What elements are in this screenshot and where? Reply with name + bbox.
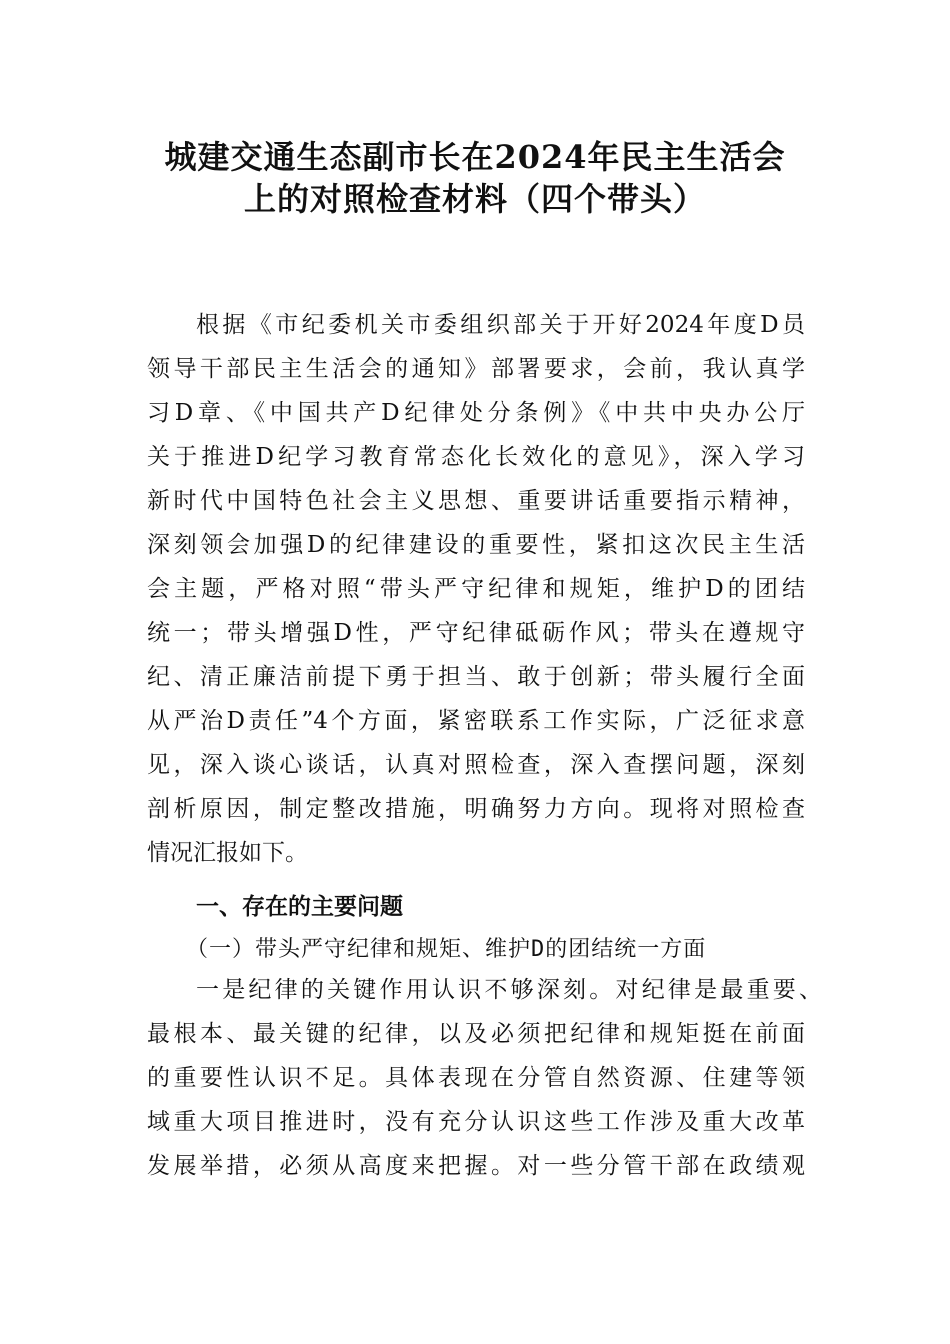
text-line: 统一；带头增强D性，严守纪律砥砺作风；带头在遵规守 [147,620,805,646]
text-line: 领导干部民主生活会的通知》部署要求，会前，我认真学 [147,356,805,382]
text-line: 习D章、《中国共产D纪律处分条例》《中共中央办公厅 [147,400,805,426]
title-line-1: 城建交通生态副市长在2024年民主生活会 [164,138,786,176]
text-line: 从严治D责任”4个方面，紧密联系工作实际，广泛征求意 [147,708,805,734]
text-line: 情况汇报如下。 [147,840,308,866]
text-line: 发展举措，必须从高度来把握。对一些分管干部在政绩观 [147,1153,805,1179]
section-heading: 一、存在的主要问题 [196,894,403,920]
subsection-heading: （一）带头严守纪律和规矩、维护D的团结统一方面 [186,937,707,962]
text-line: 纪、清正廉洁前提下勇于担当、敢于创新；带头履行全面 [147,664,805,690]
text-line: 会主题，严格对照“带头严守纪律和规矩，维护D的团结 [147,576,805,602]
text-line: 深刻领会加强D的纪律建设的重要性，紧扣这次民主生活 [147,532,805,558]
text-line: 见，深入谈心谈话，认真对照检查，深入查摆问题，深刻 [147,752,805,778]
text-line: 剖析原因，制定整改措施，明确努力方向。现将对照检查 [147,796,805,822]
text-line: 关于推进D纪学习教育常态化长效化的意见》，深入学习 [147,444,805,470]
text-line: 最根本、最关键的纪律，以及必须把纪律和规矩挺在前面 [147,1021,805,1047]
text-line: 根据《市纪委机关市委组织部关于开好2024年度D员 [196,312,805,338]
text-line: 一是纪律的关键作用认识不够深刻。对纪律是最重要、 [196,977,822,1003]
text-line: 新时代中国特色社会主义思想、重要讲话重要指示精神， [147,488,805,514]
text-line: 的重要性认识不足。具体表现在分管自然资源、住建等领 [147,1065,805,1091]
text-line: 域重大项目推进时，没有充分认识这些工作涉及重大改革 [147,1109,805,1135]
title-line-2: 上的对照检查材料（四个带头） [243,180,706,218]
